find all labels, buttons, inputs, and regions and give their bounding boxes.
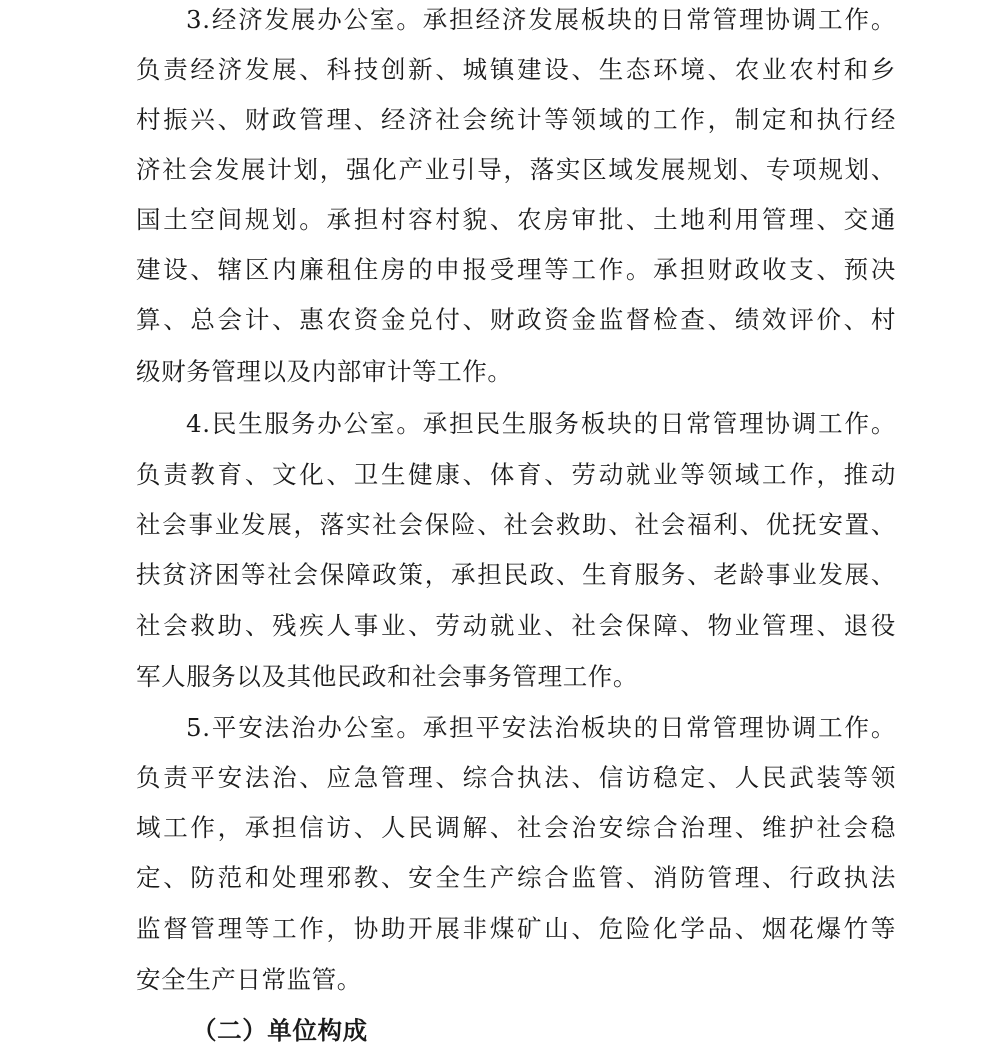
paragraph-line: 域工作，承担信访、人民调解、社会治安综合治理、维护社会稳: [136, 813, 896, 842]
paragraph-line: 负责平安法治、应急管理、综合执法、信访稳定、人民武装等领: [136, 763, 896, 792]
paragraph-line: 国土空间规划。承担村容村貌、农房审批、土地利用管理、交通: [136, 205, 896, 234]
section-heading: （二）单位构成: [192, 1016, 368, 1045]
paragraph-line: 社会事业发展，落实社会保险、社会救助、社会福利、优抚安置、: [136, 510, 896, 539]
paragraph-line: 军人服务以及其他民政和社会事务管理工作。: [136, 662, 638, 691]
paragraph-line: 监督管理等工作，协助开展非煤矿山、危险化学品、烟花爆竹等: [136, 914, 896, 943]
paragraph-line: 算、总会计、惠农资金兑付、财政资金监督检查、绩效评价、村: [136, 305, 896, 334]
paragraph-line: 建设、辖区内廉租住房的申报受理等工作。承担财政收支、预决: [136, 255, 896, 284]
paragraph-line: 负责经济发展、科技创新、城镇建设、生态环境、农业农村和乡: [136, 55, 896, 84]
paragraph-line: 3.经济发展办公室。承担经济发展板块的日常管理协调工作。: [186, 5, 896, 34]
paragraph-line: 扶贫济困等社会保障政策，承担民政、生育服务、老龄事业发展、: [136, 560, 896, 589]
paragraph-line: 村振兴、财政管理、经济社会统计等领域的工作，制定和执行经: [136, 105, 896, 134]
paragraph-line: 级财务管理以及内部审计等工作。: [136, 357, 513, 386]
paragraph-line: 5.平安法治办公室。承担平安法治板块的日常管理协调工作。: [186, 713, 896, 742]
paragraph-line: 济社会发展计划，强化产业引导，落实区域发展规划、专项规划、: [136, 155, 896, 184]
paragraph-line: 4.民生服务办公室。承担民生服务板块的日常管理协调工作。: [186, 409, 896, 438]
paragraph-line: 负责教育、文化、卫生健康、体育、劳动就业等领域工作，推动: [136, 460, 896, 489]
paragraph-line: 社会救助、残疾人事业、劳动就业、社会保障、物业管理、退役: [136, 611, 896, 640]
paragraph-line: 定、防范和处理邪教、安全生产综合监管、消防管理、行政执法: [136, 863, 896, 892]
paragraph-line: 安全生产日常监管。: [136, 965, 362, 994]
